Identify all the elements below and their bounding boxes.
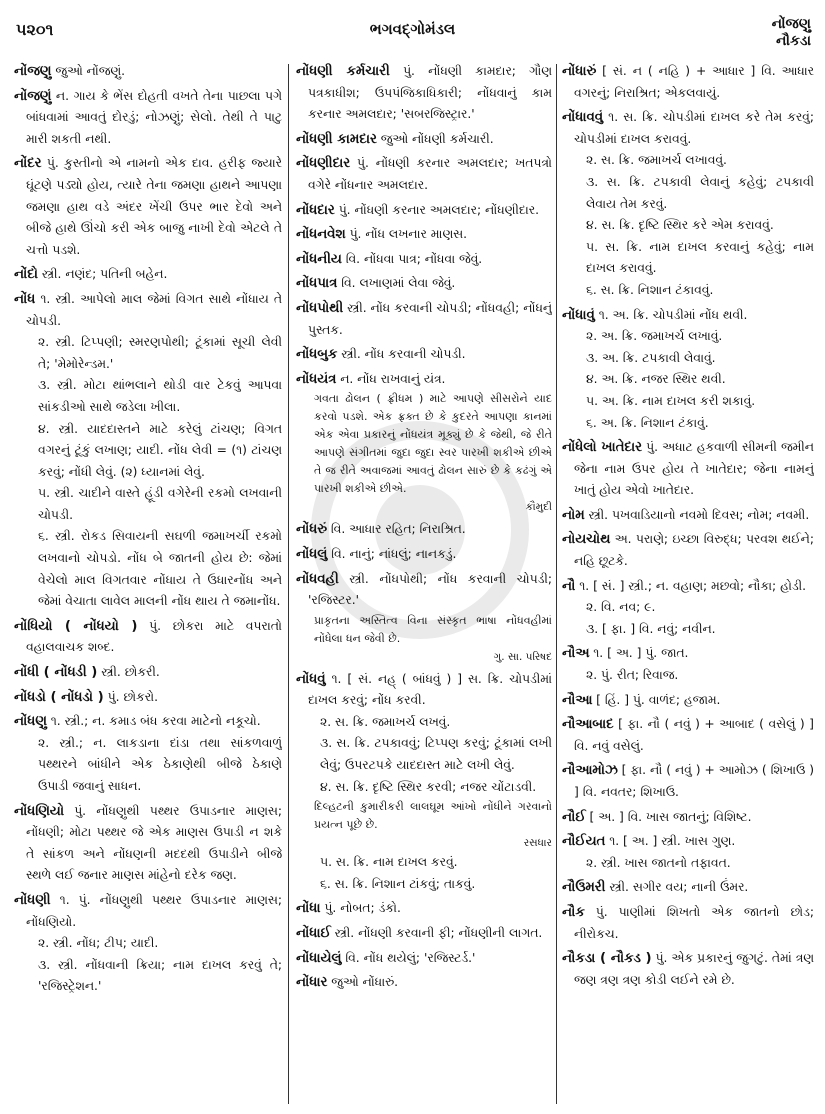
headword: નૌઉમરી	[562, 880, 606, 896]
headword: નોંધનવેશ	[296, 227, 346, 243]
definition: પું. નોંધણી કરનાર અમલદાર; ખતપત્રો વગેરે નોંધનાર અમલદાર.	[308, 156, 552, 192]
headword: નોંધપાત્ર	[296, 276, 338, 292]
dictionary-entry	[562, 690, 814, 712]
definition: [ ફા. નૌ ( નવું ) + આમોઝ ( શિખાઉ ) ] વિ. નવતર; શિખાઉ.	[574, 763, 814, 799]
sub-definition: ૩. સ. ક્રિ. ટપકાવવું; ટિપ્પણ કરવું; ટૂંકામાં લખી લેવું; ઉપરટપકે યાદદાસ્ત માટે લખી લેવું.	[320, 736, 552, 773]
guide-word-last: નૌકડા	[775, 33, 811, 49]
headword: નોંધણી કામદાર	[296, 131, 377, 147]
sub-definition: ૪. અ. ક્રિ. નજર સ્થિર થવી.	[586, 372, 726, 387]
quote-source: કૌમુદી	[525, 501, 552, 514]
dictionary-entry	[562, 437, 814, 502]
headword: નોંધનીય	[296, 251, 342, 267]
definition: અ. પરાણે; ઇચ્છા વિરુદ્ધ; પરવશ થઈને; નહિ છૂટકે.	[574, 532, 814, 569]
dictionary-entry	[562, 948, 814, 991]
sub-definition: ૩. સ. ક્રિ. ટપકાવી લેવાનું કહેવું; ટપકાવી લેવાય તેમ કરવું.	[586, 174, 814, 211]
sub-definition: ૩. સ્ત્રી. મોટા થાંભલાને થોડી વાર ટેકવું આપવા સાંકડીઓ સાથે જડેલા ખીલા.	[38, 378, 282, 414]
definition: પું. નોંધણી કામદાર; ગૌણ પત્રકાધીશ; ઉપપંજિકાધિકારી; નોંધવાનું કામ કરનાર અમલદાર; 'સબરજિસ્ટ્રાર.'	[308, 64, 552, 122]
usage-quote	[308, 612, 552, 666]
definition: વિ. નાનું; નાંધલું; નાનકડું.	[331, 546, 457, 561]
definition: સ્ત્રી. નોંધ કરવાની ચોપડી; નોંધવહી; નોંધનું પુસ્તક.	[308, 300, 552, 337]
page-number: ૫૨૦૧	[16, 20, 54, 39]
definition: ૧. [ સં. નહ્ ( બાંધવું ) ] સ. ક્રિ. ચોપડીમાં દાખલ કરવું; નોંધ કરવી.	[308, 671, 552, 708]
headword: નૌઆમોઝ	[562, 763, 618, 779]
definition: વિ. નોંધ થયેલું; 'રજિસ્ટર્ડ.'	[345, 950, 476, 965]
column-2	[296, 58, 552, 1108]
headword: નોંધાયેલું	[296, 950, 342, 966]
definition: સ્ત્રી. નોંધ કરવાની ચોપડી.	[341, 347, 466, 362]
definition: [ હિં. ] પું. વાળંદ; હજામ.	[596, 692, 721, 707]
page-header	[0, 8, 825, 58]
dictionary-entry	[296, 669, 552, 896]
sub-definition: ૪. સ્ત્રી. યાદદાસ્તને માટે કરેલું ટાંચણ; વિગત વગરનું ટૂંકું લખાણ; યાદી. નોંધ લેવી = (૧) ટાંચણ કરવું; નોંધી લેવું. (૨) ધ્યાનમાં લેવું.	[38, 421, 282, 479]
sub-definition: ૩. સ્ત્રી. નોંધવાની ક્રિયા; નામ દાખલ કરવું તે; 'રજિસ્ટ્રેશન.'	[38, 957, 282, 994]
definition: ન. નોંધ રાખવાનું યંત્ર.	[340, 371, 446, 386]
dictionary-entry	[562, 643, 814, 686]
quote-source: ગુ. સા. પરિષદ	[493, 650, 552, 663]
headword: નૌઆબાદ	[562, 717, 614, 733]
headword: નોંધિયો ( નોંધયો )	[14, 618, 138, 634]
sub-definition: ૫. અ. ક્રિ. નામ દાખલ કરી શકાવું.	[586, 393, 756, 408]
dictionary-entry	[14, 264, 282, 286]
definition: જુઓ નોંધણી કર્મચારી.	[380, 131, 494, 146]
definition: પું. એક પ્રકારનું જુગટું. તેમાં ત્રણ જણ ત્રણ ત્રણ કોડી લઈને રમે છે.	[574, 951, 814, 987]
dictionary-entry	[296, 898, 552, 920]
definition: [ ફા. નૌ ( નવું ) + આબાદ ( વસેલું ) ] વિ. નવું વસેલું.	[574, 717, 814, 753]
quote-text: ગવતા ઢોલન ( ફ્રીધમ ) માટે આપણે સીસરોને યાદ કરવો પડશે. એક ફ્રક્ત છે કે કુદરતે આપણા કાનમાં એક એવા પ્રકારનું નોંધયંત્ર મૂક્યું છે કે જેથી, જે રીતે આપણે સંગીતમાં જુદા જુદા સ્વર પારખી શકીએ છીએ તે જ રીતે અવાજમાં આવતું ઢોલન સારું છે કે કઢંગું એ પારખી શકીએ છીએ.	[314, 392, 552, 496]
definition: પું. છોકરા માટે વપરાતો વહાલવાચક શબ્દ.	[26, 618, 282, 655]
sub-definition: ૩. અ. ક્રિ. ટપકાવી લેવાવું.	[586, 350, 716, 365]
column-divider	[556, 64, 557, 1104]
definition: સ્ત્રી. સગીર વય; નાની ઉંમર.	[609, 880, 749, 895]
definition: સ્ત્રી. નોંધણી કરવાની ફી; નોંધણીની લાગત.	[334, 926, 543, 941]
dictionary-entry	[296, 519, 552, 541]
guide-word-first: નોંજણુ	[771, 16, 811, 32]
usage-quote	[308, 798, 552, 852]
definition: ૧. [ અ. ] પું. જાત.	[593, 646, 689, 661]
dictionary-entry	[296, 923, 552, 945]
definition: પું. કુસ્તીનો એ નામનો એક દાવ. હરીફ જ્યારે ઘૂંટણે પડ્યો હોય, ત્યારે તેના જમણા હાથને આપણા જમણા હાથ વડે અંદર ખેંચી ઉપર ભાર દેવો અને બીજે હાથે ઊંચો કરી એક બાજુ નાખી દેવો એટલે તે ચત્તો પડશે.	[26, 156, 282, 257]
headword: નોંધા	[296, 901, 321, 917]
definition: સ્ત્રી. નણંદ; પતિની બહેન.	[41, 267, 168, 282]
sub-definition: ૫. સ. ક્રિ. નામ દાખલ કરવું.	[320, 855, 458, 870]
quote-text: પ્રાકૃતના અસ્તિત્વ વિના સંસ્કૃત ભાષા નોંધવહીમાં નોંધેલા ધન જેવી છે.	[314, 613, 552, 645]
headword: નોંધણી	[14, 892, 51, 908]
definition: [ અ. ] વિ. ખાસ જાતનું; વિશિષ્ટ.	[589, 809, 752, 824]
headword: નોંધણીદાર	[296, 156, 351, 172]
dictionary-entry	[562, 305, 814, 435]
sub-definition: ૪. સ. ક્રિ. દૃષ્ટિ સ્થિર કરવી; નજર ચોંટાડવી.	[320, 779, 537, 794]
sub-definition: ૬. સ. ક્રિ. નિશાન ટાંકવું; તાકવું.	[320, 876, 476, 891]
headword: નોંધરું	[296, 522, 327, 538]
dictionary-entry	[296, 344, 552, 366]
headword: નોંધણિયો	[14, 803, 65, 819]
dictionary-entry	[562, 505, 814, 527]
dictionary-entry	[296, 298, 552, 341]
headword: નોયચોથ	[562, 532, 611, 548]
headword: નોમ	[562, 507, 585, 523]
headword: નોંધયંત્ર	[296, 371, 337, 387]
definition: વિ. નોંધવા પાત્ર; નોંધવા જેવું.	[345, 251, 483, 266]
dictionary-entry	[14, 890, 282, 998]
headword: નોંધલું	[296, 546, 328, 562]
dictionary-entry	[562, 61, 814, 104]
headword: નૌઅ	[562, 646, 590, 662]
headword: નોંધદાર	[296, 202, 335, 218]
dictionary-entry	[562, 807, 814, 829]
definition: ૧. સ. ક્રિ. ચોપડીમાં દાખલ કરે તેમ કરવું; ચોપડીમાં દાખલ કરાવવું.	[574, 110, 814, 146]
headword: નોંધાવું	[562, 307, 595, 323]
dictionary-entry	[562, 529, 814, 572]
dictionary-entry	[562, 760, 814, 803]
headword: નોંધવું	[296, 671, 326, 687]
dictionary-entry	[562, 714, 814, 757]
dictionary-entry	[296, 273, 552, 295]
sub-definition: ૬. સ્ત્રી. રોકડ સિવાયની સઘળી જમાખર્ચી રકમો લખવાનો ચોપડો. નોંધ બે જાતની હોય છે: જેમાં વેચેલો માલ વિગતવાર નોંધાય તે ઉધારનોંધ અને જેમાં વેચાતા લાવેલ માલની નોંધ થાય તે જમાનોંધ.	[38, 529, 282, 609]
headword: નૌ	[562, 578, 576, 594]
sub-definition: ૨. વિ. નવ; ૯.	[586, 600, 656, 615]
sub-definition: ૫. સ. ક્રિ. નામ દાખલ કરવાનું કહેવું; નામ દાખલ કરાવવું.	[586, 239, 814, 276]
usage-quote	[308, 390, 552, 516]
dictionary-entry	[14, 711, 282, 797]
sub-definition: ૬. અ. ક્રિ. નિશાન ટંકાવું.	[586, 415, 709, 430]
dictionary-entry	[14, 153, 282, 261]
dictionary-entry	[562, 831, 814, 874]
definition: સ્ત્રી. પખવાડિયાનો નવમો દિવસ; નોમ; નવમી.	[588, 507, 810, 522]
sub-definition: ૨. પું. રીત; રિવાજ.	[586, 668, 679, 683]
headword: નોંધવહી	[296, 571, 339, 587]
definition: ૧. [ અ. ] સ્ત્રી. ખાસ ગુણ.	[609, 834, 736, 849]
definition: [ સં. ન ( નહિ ) + આધાર ] વિ. આધાર વગરનું; નિરાશ્રિત; એકલવાયું.	[574, 64, 814, 100]
definition: ૧. અ. ક્રિ. ચોપડીમાં નોંધ થવી.	[598, 307, 748, 322]
column-1	[14, 58, 282, 1108]
dictionary-entry	[296, 972, 552, 994]
sub-definition: ૨. સ. ક્રિ. જમાખર્ચ લખાવવું.	[586, 153, 727, 168]
dictionary-entry	[562, 576, 814, 641]
dictionary-entry	[296, 569, 552, 666]
quote-text: દિલ્હટની કુમારીકરી લાલઘૂમ આંખો નોંધીને ગરવાનો પ્રયત્ન પૂછે છે.	[314, 800, 552, 832]
headword: નોંધણી કર્મચારી	[296, 64, 390, 79]
headword: નોંધી ( નોંધડી )	[14, 665, 98, 681]
dictionary-entry	[296, 129, 552, 151]
sub-definition: ૬. સ. ક્રિ. નિશાન ટંકાવવું.	[586, 282, 714, 297]
sub-definition: ૨. અ. ક્રિ. જમાખર્ચ લખાવું.	[586, 329, 723, 344]
dictionary-entry	[14, 61, 282, 83]
definition: વિ. લખાણમાં લેવા જેવું.	[341, 276, 456, 291]
headword: નૌઆ	[562, 692, 593, 708]
sub-definition: ૨. સ. ક્રિ. જમાખર્ચ લખવું.	[320, 714, 451, 729]
headword: નોંધબુક	[296, 347, 338, 363]
sub-definition: ૫. સ્ત્રી. ચાદીને વાસ્તે હૂંડી વગેરેની રકમો લખવાની ચોપડી.	[38, 486, 282, 522]
definition: વિ. આધાર રહિત; નિરાશ્રિત.	[330, 522, 466, 537]
dictionary-entry	[296, 200, 552, 222]
headword: નૌઈયત	[562, 834, 606, 850]
definition: પું. નોંધ લખનાર માણસ.	[349, 227, 468, 242]
dictionary-entry	[14, 289, 282, 613]
headword: નોંધણુ	[14, 714, 47, 730]
quote-source: રસધાર	[523, 837, 552, 850]
dictionary-entry	[562, 877, 814, 899]
definition: પું. નોંધણી કરનાર અમલદાર; નોંધણીદાર.	[338, 202, 539, 217]
definition: ૧. પું. નોંધણુથી પથ્થર ઉપાડનાર માણસ; નોંધણિયો.	[26, 892, 282, 929]
definition: પું. છોકરો.	[107, 689, 159, 704]
column-3	[562, 58, 814, 1108]
definition: સ્ત્રી. નોંધપોથી; નોંધ કરવાની ચોપડી; 'રજિસ્ટર.'	[308, 571, 552, 608]
definition: પું. અધાટ હકવાળી સીમની જમીન જેના નામ ઉપર હોય તે ખાતેદાર; જેના નામનું ખાતું હોય એવો ખાતેદાર.	[574, 440, 814, 498]
headword: નૌક	[562, 904, 585, 920]
dictionary-entry	[14, 86, 282, 151]
headword: નોંધડો ( નોંધડો )	[14, 689, 104, 705]
sub-definition: ૩. [ ફા. ] વિ. નવું; નવીન.	[586, 621, 716, 636]
dictionary-entry	[14, 687, 282, 709]
definition: ૧. સ્ત્રી.; ન. કમાડ બંધ કરવા માટેનો નકૂચો.	[50, 714, 261, 729]
dictionary-entry	[562, 107, 814, 301]
book-title: ભગવદ્ગોમંડલ	[369, 20, 456, 38]
headword: નોંધ	[14, 291, 36, 307]
dictionary-entry	[296, 544, 552, 566]
headword: નૌઈ	[562, 809, 586, 825]
dictionary-entry	[296, 948, 552, 970]
column-divider	[288, 64, 289, 1104]
definition: ૧. [ સં. ] સ્ત્રી.; ન. વહાણ; મછવો; નૌકા; હોડી.	[579, 578, 807, 593]
definition: જુઓ નોંજણું.	[55, 64, 126, 78]
definition: પું. નોબત; ડંકો.	[324, 901, 401, 916]
sub-definition: ૨. સ્ત્રી.; ન. લાકડાના દાંડા તથા સાંકળવાળું પથ્થરને બાંધીને એક ઠેકાણેથી બીજે ઠેકાણે ઉપાડી જવાનું સાધન.	[38, 735, 282, 793]
guide-words	[772, 16, 811, 50]
sub-definition: ૨. સ્ત્રી. ટિપ્પણી; સ્મરણપોથી; ટૂંકામાં સૂચી લેવી તે; 'મેમોરેન્ડમ.'	[38, 335, 282, 371]
definition: ૧. સ્ત્રી. આપેલો માલ જેમાં વિગત સાથે નોંધાય તે ચોપડી.	[26, 291, 282, 328]
definition: જુઓ નોંધારું.	[331, 975, 398, 990]
headword: નોંધેલો ખાતેદાર	[562, 440, 642, 456]
dictionary-entry	[14, 662, 282, 684]
definition: પું. નોંધણુથી પથ્થર ઉપાડનાર માણસ; નોંધણી; મોટા પથ્થર જે એક માણસ ઉપાડી ન શકે તે સાંકળ અને નોંધણની મદદથી ઉપાડીને બીજે સ્થળે લઈ જનાર માણસ માંહેનો દરેક જણ.	[26, 803, 282, 883]
headword: નોંધપોથી	[296, 300, 344, 316]
headword: નોંધાવવું	[562, 110, 604, 126]
definition: સ્ત્રી. છોકરી.	[101, 665, 160, 680]
headword: નોંધાર	[296, 975, 328, 991]
definition: પું. પાણીમાં શિખતો એક જાતનો છોડ; નીરોકચ.	[574, 904, 814, 941]
sub-definition: ૨. સ્ત્રી. નોંધ; ટીપ; યાદી.	[38, 936, 159, 951]
headword: નોંદો	[14, 267, 38, 283]
dictionary-entry	[296, 369, 552, 517]
headword: નોંજણું	[14, 88, 52, 104]
dictionary-entry	[296, 249, 552, 271]
headword: નોંદર	[14, 156, 42, 172]
sub-definition: ૨. સ્ત્રી. ખાસ જાતનો તફાવત.	[586, 855, 731, 870]
sub-definition: ૪. સ. ક્રિ. દૃષ્ટિ સ્થિર કરે એમ કરાવવું.	[586, 218, 774, 233]
headword: નોંધારું	[562, 64, 597, 79]
headword: નોંધાઈ	[296, 926, 331, 942]
dictionary-entry	[562, 902, 814, 945]
definition: ન. ગાય કે ભેંસ દોહતી વખતે તેના પાછલા પગે બાંધવામાં આવતું દોરડું; નોઝણું; સેલો. તેથી તે પાટુ મારી શકતી નથી.	[26, 88, 282, 146]
dictionary-entry	[14, 801, 282, 887]
dictionary-entry	[296, 153, 552, 196]
dictionary-entry	[296, 224, 552, 246]
headword: નોંજણુ	[14, 64, 52, 79]
dictionary-entry	[14, 616, 282, 659]
headword: નૌકડા ( નૌકડ )	[562, 951, 652, 967]
dictionary-entry	[296, 61, 552, 126]
